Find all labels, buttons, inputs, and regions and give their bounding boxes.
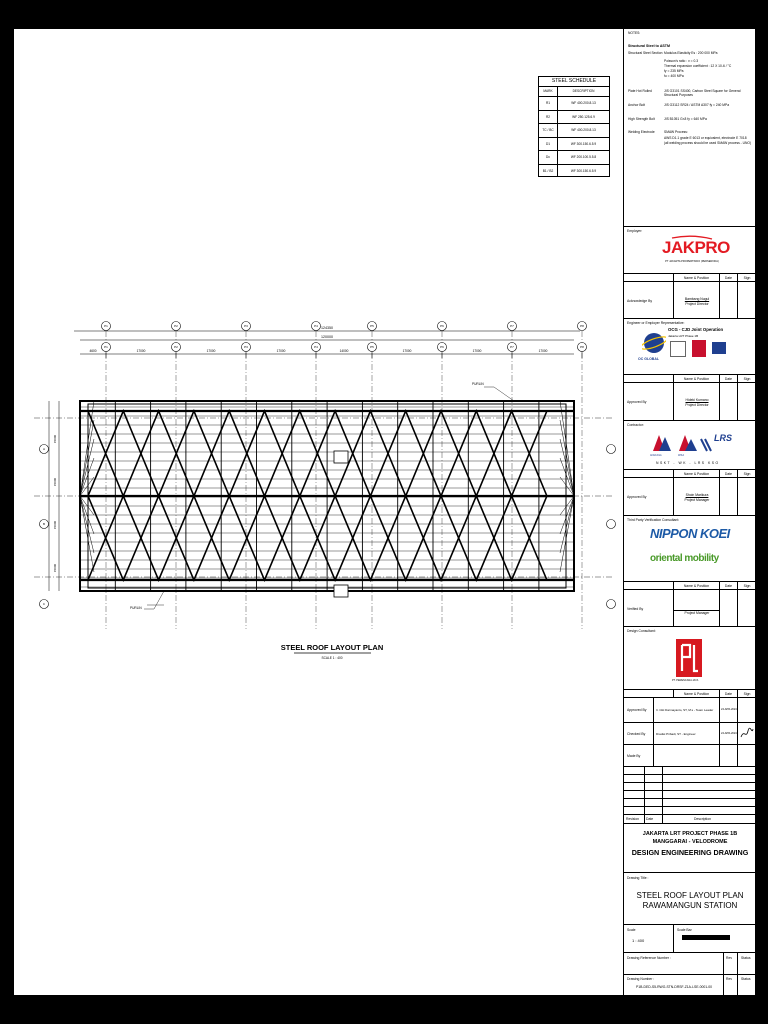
- scale-label: Scale: [627, 928, 636, 932]
- span-dim-label: 17000: [472, 349, 482, 353]
- scale-bar: [682, 935, 730, 940]
- notes-line-value: JIS G3101 SS400, Carbon Steel Square for General Structural Purposes: [664, 89, 741, 97]
- revision-col-date: Date: [646, 817, 654, 821]
- notes-line-value: Modulus Elasticity Es : 200 000 MPa: [664, 51, 718, 55]
- truss-diagonal: [88, 411, 547, 496]
- revision-cell-divider: [644, 807, 645, 815]
- grid-label: P5: [370, 324, 374, 329]
- empty-cell: [624, 274, 674, 282]
- revision-cell-divider: [644, 767, 645, 775]
- employer-ack-pos: Project Director: [685, 302, 709, 306]
- scalebar-label: Scale Bar: [677, 928, 692, 932]
- engineer-sign: Sign: [743, 377, 751, 381]
- notes-line-value: (all welding process should be used SMAW process - UNO): [664, 141, 752, 145]
- revision-cell-divider: [662, 783, 663, 791]
- ack-date-cell: [720, 282, 738, 319]
- design-sign: Sign: [743, 692, 751, 696]
- revision-row: [624, 783, 756, 791]
- contractor-logo-text: NSKT - WK - LRS KSO: [656, 461, 720, 465]
- purlin-label-bottom: PURLIN: [130, 606, 142, 610]
- engineer-name-pos: Name & Position: [674, 375, 720, 383]
- roof-plan-svg: [14, 29, 623, 709]
- contractor-approved-name-cell: [674, 478, 720, 516]
- span-dim-label: 17000: [402, 349, 412, 353]
- notes-line-label: Anchor Bolt: [628, 103, 646, 107]
- schedule-col-desc: DESCRIPTION: [572, 89, 595, 93]
- grid-label: P6: [440, 324, 444, 329]
- verified-name-cell: [674, 590, 720, 627]
- schedule-mark: D1: [539, 138, 558, 151]
- contractor-approved-name: Shoin Marikura: [685, 493, 709, 497]
- drawing-number-rev: Rev: [726, 977, 733, 981]
- notes-line-label: Structural Steel Section: [628, 51, 663, 55]
- revision-cell-divider: [644, 799, 645, 807]
- notes-line-value: Poisson's ratio : v = 0.3: [664, 59, 699, 63]
- schedule-mark: R1: [539, 97, 558, 110]
- span-dim-label: 14000: [339, 349, 349, 353]
- notes-line-value: fu = 400 MPa: [664, 74, 684, 78]
- design-sign-header: [624, 690, 756, 698]
- notes-steel-heading: Structural Steel to ASTM: [628, 44, 670, 48]
- grid-label: P8: [580, 324, 584, 329]
- engineer-logo-sub: Jakarta LRT Phase 1B: [668, 334, 699, 338]
- contractor-logos: [649, 429, 749, 463]
- contractor-date: Date: [720, 470, 738, 478]
- drawing-title-1: STEEL ROOF LAYOUT PLAN: [636, 891, 744, 900]
- notes-heading: NOTES:: [628, 31, 641, 35]
- revision-table: [624, 767, 756, 823]
- notes-line-value: AWS D1.1 grade E 6013 or equivalent, electrode E 7018: [664, 136, 747, 140]
- side-dim-label: 15000: [53, 520, 57, 530]
- contractor-logo-1: ANGKASA: [650, 454, 662, 457]
- revision-col-desc: Description: [694, 817, 711, 821]
- engineer-section-label: Engineer or Employer Representative:: [627, 321, 685, 325]
- grid-label: P4: [314, 324, 318, 329]
- globe-logo-icon: [642, 331, 666, 355]
- revision-col-rev: Revision: [626, 817, 640, 821]
- contractor-logo-2: WIKA: [678, 454, 685, 457]
- design-consultant-logo-sub: PT. PERENCANA JAYA: [672, 679, 699, 682]
- grid-label: P7: [510, 324, 514, 329]
- truss-diagonal: [88, 496, 547, 580]
- third-party-verified-pos: Project Manager: [674, 610, 720, 615]
- project-line-2: MANGGARAI - VELODROME: [652, 839, 728, 845]
- project-line-1: JAKARTA LRT PROJECT PHASE 1B: [642, 831, 738, 837]
- schedule-desc: WF 400.200.8.13: [571, 128, 596, 132]
- side-dim-label: 15000: [53, 434, 57, 444]
- plan-title: STEEL ROOF LAYOUT PLAN: [280, 643, 384, 652]
- engineer-approved-name: Hideki Kumano: [685, 398, 709, 402]
- notes-line-value: Thermal expansion coefficient : 12 X 10-6 / °C: [664, 64, 732, 68]
- project-title-block: [624, 823, 756, 873]
- revision-row: [624, 799, 756, 807]
- employer-ack-row: [624, 282, 756, 319]
- design-date: Date: [720, 690, 738, 698]
- scale-value: 1 : 400: [632, 938, 645, 943]
- partner-logo-3: [712, 342, 726, 354]
- grid-label: P3: [244, 345, 248, 350]
- revision-cell-divider: [644, 783, 645, 791]
- third-party-sign-header: [624, 582, 756, 590]
- grid-label: P8: [580, 345, 584, 350]
- span-dim-label: 4600: [89, 349, 97, 353]
- employer-panel: [624, 227, 756, 274]
- revision-cell-divider: [662, 791, 663, 799]
- design-checked-row: [624, 723, 756, 745]
- design-approved-date: 24-APR-2024: [721, 708, 737, 711]
- empty-cell: [624, 582, 674, 590]
- design-made-name-cell: [654, 745, 720, 767]
- notes-line-label: Welding Electrode: [628, 130, 655, 134]
- span-dim-label: 17000: [538, 349, 548, 353]
- jakpro-logo-sub: PT JAKARTA PROPERTINDO (PERSERODA): [665, 260, 719, 263]
- grid-label: P4: [314, 345, 318, 350]
- grid-bubble-side-right: [607, 445, 616, 454]
- drawing-sheet: [13, 28, 756, 996]
- end-fan-line: [560, 458, 574, 496]
- design-consultant-section-label: Design Consultant:: [627, 629, 656, 633]
- notes-line-label: High Strength Bolt: [628, 117, 655, 121]
- end-fan-line: [80, 496, 94, 572]
- contractor-sign: Sign: [743, 472, 751, 476]
- design-checked-name: Dradwi Pribadi, ST - Engineer: [656, 732, 696, 736]
- engineer-logo-text: OCG - CJD Joint Operation: [668, 327, 724, 332]
- jakpro-logo: [662, 234, 730, 264]
- reference-status: Status: [741, 956, 751, 960]
- grid-bubble-side-right: [607, 520, 616, 529]
- employer-date: Date: [720, 274, 738, 282]
- empty-cell: [624, 375, 674, 383]
- notes-line-label: Plate Hot Rolled: [628, 89, 652, 93]
- drawing-number: P1B-DED-S5-RWG-STN-DRSF-Z1A-LSE-0001-00: [636, 985, 713, 989]
- partner-logo-2: [692, 340, 706, 357]
- schedule-title: STEEL SCHEDULE: [539, 77, 609, 87]
- revision-cell-divider: [662, 767, 663, 775]
- oriental-mobility-logo: oriental mobility: [650, 553, 719, 564]
- grid-label: P2: [174, 324, 178, 329]
- grid-label: P1: [104, 345, 108, 350]
- end-fan-line: [560, 496, 574, 572]
- engineer-date-cell: [720, 383, 738, 421]
- contractor-name-pos: Name & Position: [674, 470, 720, 478]
- side-dim-label: 15000: [53, 477, 57, 487]
- design-made-date-cell: [720, 745, 738, 767]
- design-consultant-logo-icon: [676, 639, 702, 677]
- third-party-section-label: Third Party Verification Consultant:: [627, 518, 680, 522]
- reference-label: Drawing Reference Number :: [627, 956, 671, 960]
- employer-ack-name: Bambang Nugul: [684, 297, 710, 301]
- employer-ack-label: Acknowledge By: [627, 299, 653, 303]
- third-party-name-pos: Name & Position: [674, 582, 720, 590]
- employer-name-pos: Name & Position: [674, 274, 720, 282]
- main-dim: 120000: [321, 335, 333, 339]
- notes-line-value: SMAW Process:: [664, 130, 688, 134]
- schedule-desc: WF 300.150.6.5.9: [570, 168, 597, 173]
- grid-bubble-side-right: [607, 600, 616, 609]
- notes-panel: [624, 29, 756, 227]
- contractor-approved-pos: Project Manager: [684, 498, 710, 502]
- notes-line-value: JIS B1051 Gr.8 fy = 640 MPa: [664, 117, 707, 121]
- engineer-sign-header: [624, 375, 756, 383]
- jakpro-logo-text: JAKPRO: [662, 238, 730, 257]
- design-consultant-panel: [624, 627, 756, 690]
- design-checked-date: 24-APR-2024: [721, 732, 737, 735]
- grid-label: P7: [510, 345, 514, 350]
- grid-label: P3: [244, 324, 248, 329]
- contractor-section-label: Contractor:: [627, 423, 644, 427]
- schedule-mark: B1 / B2: [539, 165, 558, 178]
- revision-row: [624, 767, 756, 775]
- grid-side-label: A: [42, 447, 46, 452]
- engineer-approved-name-cell: [674, 383, 720, 421]
- drawing-number-status: Status: [741, 977, 751, 981]
- employer-sign: Sign: [743, 276, 751, 280]
- grid-label: P2: [174, 345, 178, 350]
- contractor-sign-header: [624, 470, 756, 478]
- contractor-approved-row: [624, 478, 756, 516]
- oc-global-label: OC GLOBAL: [638, 357, 659, 361]
- section-marker: [334, 451, 348, 463]
- grid-label: P5: [370, 345, 374, 350]
- scale-row: [624, 925, 756, 953]
- schedule-desc: WF 400.200.8.13: [571, 101, 596, 105]
- contractor-approved-label: Approved By: [627, 495, 647, 499]
- contractor-date-cell: [720, 478, 738, 516]
- employer-sign-header: [624, 274, 756, 282]
- revision-row: [624, 791, 756, 799]
- nippon-koei-logo: NIPPON KOEI: [650, 526, 730, 541]
- employer-section-label: Employer:: [627, 229, 643, 233]
- schedule-desc: WF 250.125.6.9: [572, 114, 595, 119]
- schedule-desc: WF 200.100.5.5.8: [570, 155, 597, 159]
- third-party-verified-row: [624, 590, 756, 627]
- engineer-date: Date: [720, 375, 738, 383]
- design-made-label: Made By: [627, 754, 641, 758]
- drawing-area: [14, 29, 623, 995]
- third-party-date: Date: [720, 582, 738, 590]
- contractor-logo-3: LRS: [714, 433, 732, 443]
- schedule-mark: TC / BC: [539, 124, 558, 137]
- design-made-row: [624, 745, 756, 767]
- revision-row: [624, 807, 756, 815]
- verified-date-cell: [720, 590, 738, 627]
- schedule-mark: R2: [539, 111, 558, 124]
- end-fan-line: [80, 458, 94, 496]
- drawing-title-label: Drawing Title :: [627, 876, 649, 880]
- overall-dim: 124350: [321, 326, 333, 330]
- third-party-verified-label: Verified By: [627, 607, 644, 611]
- third-party-panel: [624, 516, 756, 582]
- design-approved-name: Ir. Ciki Darmayanto, ST, M.s - Team Leader: [656, 708, 714, 712]
- engineer-approved-pos: Project Director: [685, 403, 709, 407]
- design-checked-label: Checked By: [627, 732, 646, 736]
- revision-cell-divider: [662, 775, 663, 783]
- empty-cell: [624, 690, 674, 698]
- section-marker: [334, 585, 348, 597]
- engineer-approved-row: [624, 383, 756, 421]
- revision-cell-divider: [644, 791, 645, 799]
- drawing-number-label: Drawing Number :: [627, 977, 655, 981]
- grid-side-label: C: [42, 602, 46, 607]
- revision-cell-divider: [662, 799, 663, 807]
- signature-mark: [740, 727, 754, 741]
- design-name-pos: Name & Position: [674, 690, 720, 698]
- notes-line-value: fy = 235 MPa: [664, 69, 684, 73]
- side-dim-label: 15000: [53, 563, 57, 573]
- engineer-panel: [624, 319, 756, 375]
- design-approved-row: [624, 698, 756, 723]
- grid-label: P1: [104, 324, 108, 329]
- notes-line-value: JIS G3112 SR24 / ASTM A307 fy = 240 MPa: [664, 103, 730, 107]
- revision-cell-divider: [644, 775, 645, 783]
- empty-cell: [624, 470, 674, 478]
- design-approved-label: Approved By: [627, 708, 647, 712]
- drawing-number-row: [624, 975, 756, 995]
- revision-row: [624, 775, 756, 783]
- end-fan-line: [560, 420, 574, 496]
- schedule-desc: WF 300.150.6.5.9: [570, 141, 597, 146]
- grid-side-label: B: [42, 522, 46, 527]
- purlin-label-top: PURLIN: [472, 382, 484, 386]
- schedule-col-mark: MARK: [539, 87, 558, 96]
- schedule-mark: Dc: [539, 151, 558, 164]
- revision-cell-divider: [662, 807, 663, 815]
- third-party-sign: Sign: [743, 584, 751, 588]
- contractor-panel: [624, 421, 756, 470]
- span-dim-label: 17000: [206, 349, 216, 353]
- title-block: [623, 29, 756, 995]
- end-fan-line: [560, 496, 574, 553]
- reference-rev: Rev: [726, 956, 733, 960]
- span-dim-label: 17000: [276, 349, 286, 353]
- drawing-title-block: [624, 873, 756, 925]
- plan-scale: SCALE 1 : 400: [321, 656, 343, 660]
- partner-logo-1: [670, 341, 686, 357]
- span-dim-label: 17000: [136, 349, 146, 353]
- engineer-approved-label: Approved By: [627, 400, 647, 404]
- drawing-title-2: RAWAMANGUN STATION: [642, 901, 738, 910]
- reference-row: [624, 953, 756, 975]
- grid-label: P6: [440, 345, 444, 350]
- project-line-3: DESIGN ENGINEERING DRAWING: [631, 848, 749, 857]
